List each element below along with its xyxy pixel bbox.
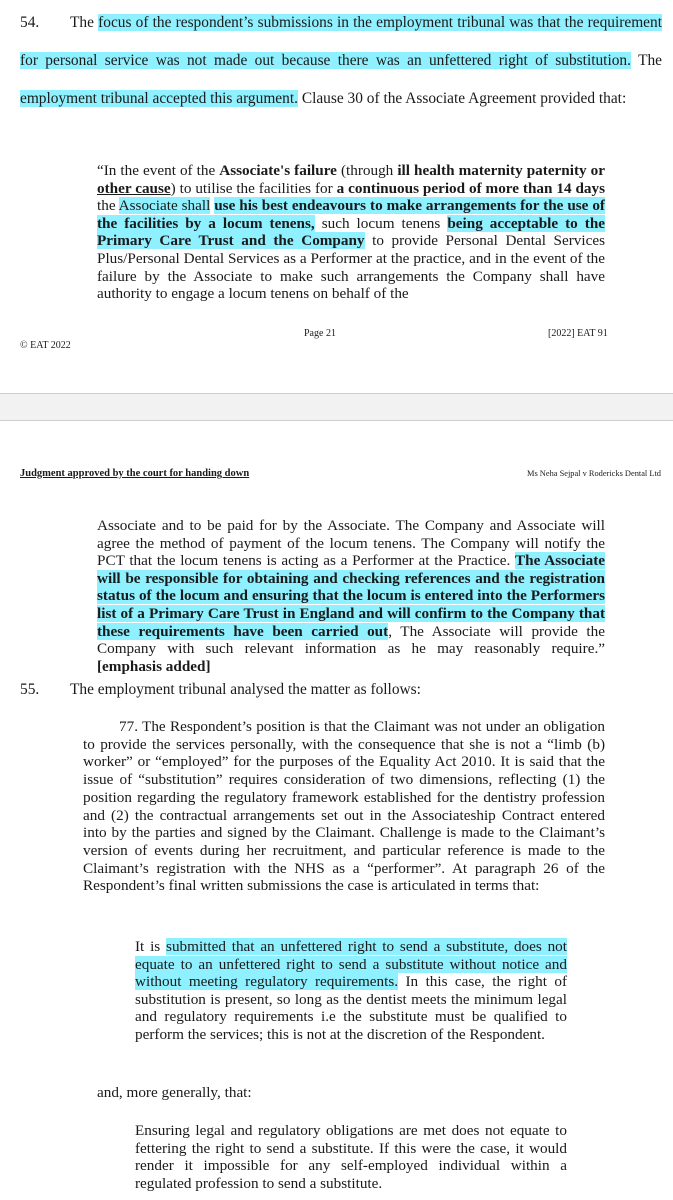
- highlight: use his best endeavours to make arrangements for the use of the facilities by a locum tenens,: [97, 197, 605, 232]
- page-number: Page 21: [304, 328, 336, 339]
- highlight: submitted that an unfettered right to send a substitute, does not equate to an unfettered right to send a substitute without notice and without meeting regulatory requirements.: [135, 938, 567, 991]
- paragraph-54: 54. The focus of the respondent’s submissions in the employment tribunal was that the requirement for personal service was not made out because there was an unfettered right of substitution. The employment tribunal accepted this argument. Clause 30 of the Associate Agreement provided that:: [20, 4, 662, 118]
- page-separator: [0, 393, 673, 421]
- clause-30-quote: “In the event of the Associate's failure (through ill health maternity paternity or other cause) to utilise the facilities for a continuous period of more than 14 days the Associate shall use his best endeavours to make arrangements for the use of the facilities by a locum tenens, such locum tenens being acceptable to the Primary Care Trust and the Company to provide Personal Dental Services Plus/Personal Dental Services as a Performer at the practice, and in the event of the failure by the Associate to make such arrangements the Company shall have authority to engage a locum tenens on behalf of the: [97, 162, 606, 303]
- connector-text: and, more generally, that:: [97, 1084, 252, 1101]
- clause-30-quote-continued: Associate and to be paid for by the Associate. The Company and Associate will agree the method of payment of the locum tenens. The Company will notify the PCT that the locum tenens is acting as a Performer at the Practice. The Associate will be responsible for obtaining and checking references and the registration status of the locum and ensuring that the locum is entered into the Performers list of a Primary Care Trust in England and will confirm to the Company that these requirements have been carried out, The Associate will provide the Company with such relevant information as he may reasonably require.” [emphasis added]: [97, 517, 605, 675]
- case-name: Ms Neha Sejpal v Rodericks Dental Ltd: [527, 469, 661, 478]
- judgment-header: Judgment approved by the court for handing down: [20, 468, 250, 479]
- submission-quote: It is submitted that an unfettered right to send a substitute, does not equate to an unfettered right to send a substitute without notice and without meeting regulatory requirements. In this case, the right of substitution is present, so long as the dentist meets the minimum legal and regulatory requirements i.e the substitute must be qualified to perform the services; this is not at the discretion of the Respondent.: [135, 938, 567, 1043]
- citation: [2022] EAT 91: [548, 328, 608, 339]
- highlight: employment tribunal accepted this argument.: [20, 90, 298, 107]
- highlight: The Associate will be responsible for obtaining and checking references and the registration status of the locum and ensuring that the locum is entered into the Performers list of a Primary Care Trust in England and will confirm to the Company that these requirements have been carried out: [97, 552, 605, 640]
- paragraph-number: 55.: [20, 681, 40, 698]
- tribunal-paragraph-77: 77. The Respondent’s position is that the Claimant was not under an obligation to provide the services personally, with the consequence that she is not a “limb (b) worker” or “employed” for the purposes of the Equality Act 2010. It is said that the issue of “substitution” requires consideration of two dimensions, reflecting (1) the position regarding the regulatory framework established for the dentistry profession and (2) the contractual arrangements set out in the Associateship Contract entered into by the parties and signed by the Claimant. Challenge is made to the Claimant’s version of events during her recruitment, and particular reference is made to the Claimant’s registration with the NHS as a “performer”. At paragraph 26 of the Respondent’s final written submissions the case is articulated in terms that:: [83, 718, 605, 895]
- copyright: © EAT 2022: [20, 340, 71, 351]
- highlight: being acceptable to the Primary Care Trust and the Company: [97, 214, 606, 250]
- highlight: Associate shall: [118, 197, 211, 215]
- highlight: focus of the respondent’s submissions in the employment tribunal was that the requirement for personal service was not made out because there was an unfettered right of substitution.: [20, 14, 662, 69]
- general-submission-quote: Ensuring legal and regulatory obligations are met does not equate to fettering the right to send a substitute. If this were the case, it would render it impossible for any self-employed individual within a regulated profession to send a substitute.: [135, 1122, 567, 1192]
- paragraph-number: 54.: [20, 14, 40, 31]
- paragraph-55: 55. The employment tribunal analysed the matter as follows:: [20, 681, 421, 698]
